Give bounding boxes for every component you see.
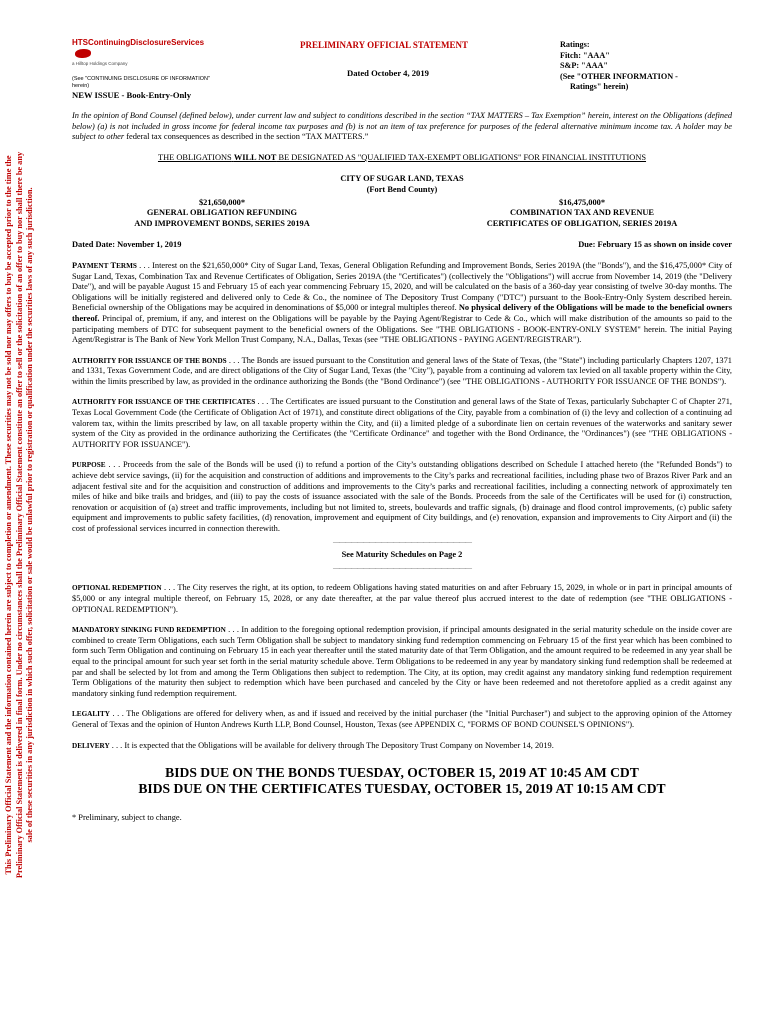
optional-redemption-heading: OPTIONAL REDEMPTION	[72, 584, 162, 593]
issuer-name: CITY OF SUGAR LAND, TEXAS	[340, 174, 464, 184]
certificates-title-line: COMBINATION TAX AND REVENUE	[509, 208, 654, 218]
logo-mark-icon	[75, 49, 91, 58]
purpose-text: . . . Proceeds from the sale of the Bonds will be used (i) to refund a portion of the City’s outstanding obligations described on Schedule I attached hereto (the "Refunded Bonds") to achieve debt service savings, (ii) for the acquisition and construction of additions and improvements to the City’s parks and recreational facilities, including phase two of Brazos River Park and an adjacent festival site and for the acquisition and construction of additions and improvements to the City’s parks and recreational facilities, including a connecting network of approximately ten miles of hike and bike trails and bridges, and (iii) to pay the costs of issuance associated with the sale of the Bonds. Proceeds from the sale of the Certificates will be used for (i) construction, renovation or acquisition of (a) street and traffic improvements, including but not limited to, streets, boulevards and traffic signals, (b) drainage and flood control improvements, (c) public safety equipment and improvements to public safety facilities, (d) renovation, improvement and equipment of City buildings, and (e) renovation, expansion and improvements to City Airport and (ii) the cost of professional services incurred in connection therewith.	[72, 460, 732, 533]
optional-redemption-paragraph	[72, 583, 732, 615]
heading-rest: AYMENT	[77, 261, 109, 270]
dated-date: Dated Date: November 1, 2019	[72, 240, 182, 250]
ratings-see: (See "OTHER INFORMATION -	[560, 71, 678, 81]
legality-text: . . . The Obligations are offered for delivery when, as and if issued and received by the initial purchaser (the "Initial Purchaser") and subject to the approving opinion of the Attorney General of Texas and the opinion of Hunton Andrews Kurth LLP, Bond Counsel, Houston, Texas (see APPENDIX C, "FORMS OF BOND COUNSEL'S OPINIONS").	[72, 709, 732, 729]
dates-row	[72, 240, 732, 251]
ratings-fitch: Fitch: "AAA"	[560, 50, 610, 60]
cover-header	[72, 28, 732, 103]
certificates-series	[432, 198, 732, 230]
side-disclaimer-line: Preliminary Official Statement is delivered in final form. Under no circumstances shall the Preliminary Official Statement constitute an offer to sell or the solicitation of an offer to buy nor shall there be any	[14, 151, 24, 879]
authority-certificates-paragraph	[72, 397, 732, 450]
certificates-amount: $16,475,000*	[558, 197, 606, 207]
side-disclaimer-line: This Preliminary Official Statement and the information contained herein are subject to completion or amendment. These securities may not be sold nor may offers to buy be accepted prior to the time the	[4, 155, 13, 875]
new-issue-label: NEW ISSUE - Book-Entry-Only	[72, 90, 191, 100]
hts-logo	[72, 38, 222, 90]
heading-initial: P	[72, 260, 78, 270]
issuer-county: (Fort Bend County)	[366, 184, 438, 194]
heading-rest: ERMS	[116, 261, 137, 270]
divider: ———————————————————————	[333, 563, 471, 572]
legality-heading: LEGALITY	[72, 710, 110, 719]
payment-terms-heading	[72, 261, 137, 270]
authority-bonds-text: . . . The Bonds are issued pursuant to the Constitution and general laws of the State of Texas, (the "State") including particularly Chapters 1207, 1371 and 1331, Texas Government Code, and are direct obligations of the City of Sugar Land, Texas (the "City"), payable from a continuing ad valorem tax levied on all taxable property within the City, within the limits prescribed by law, as provided in the ordinance authorizing the Bonds (the "Bond Ordinance") (see "THE OBLIGATIONS - AUTHORITY FOR ISSUANCE OF THE BONDS").	[72, 355, 732, 386]
certificates-title-line: CERTIFICATES OF OBLIGATION, SERIES 2019A	[486, 218, 678, 228]
authority-certificates-text: . . . The Certificates are issued pursuant to the Constitution and general laws of the State of Texas, particularly Subchapter C of Chapter 271, Texas Local Government Code (the Certificate of Obligation Act of 1971), and constitute direct obligations of the City, payable from a combination of (i) the levy and collection of a continuing ad valorem tax, within the limits prescribed by law, on all taxable property within the City, and (ii) a limited pledge of a subordinate lien on certain revenues of the waterworks and sanitary sewer system of the City as provided in the ordinance authorizing the Certificates (the "Certificate Ordinance" and together with the Bond Ordinance, the "Ordinances") (see "THE OBLIGATIONS - AUTHORITY FOR ISSUANCE").	[72, 397, 732, 449]
designated-pre: THE OBLIGATIONS	[157, 152, 232, 162]
authority-bonds-paragraph	[72, 356, 732, 388]
series-columns	[72, 198, 732, 230]
delivery-text: . . . It is expected that the Obligations will be available for delivery through The Depository Trust Company on November 14, 2019.	[109, 740, 554, 750]
side-disclaimer-line: sale of these securities in any jurisdiction in which such offer, solicitation or sale would be unlawful prior to registration or qualification under the securities laws of any such jurisdiction.	[25, 187, 34, 843]
payment-terms-text: . . . Interest on the $21,650,000* City of Sugar Land, Texas, General Obligation Refunding and Improvement Bonds, Series 2019A (the "Bonds"), and the $16,475,000* City of Sugar Land, Texas, Combination Tax and Revenue Certificates of Obligation, Series 2019A (the "Certificates") (collectively the "Obligations") will accrue from November 14, 2019 (the "Delivery Date"), and will be payable August 15 and February 15 of each year commencing February 15, 2020, and will be calculated on the basis of a 360-day year consisting of twelve 30-day months. The Obligations will be initially registered and delivered only to Cede & Co., the nominee of The Depository Trust Company ("DTC") pursuant to the Book-Entry-Only System described herein. Beneficial ownership of the Obligations may be acquired in denominations of $5,000 or integral multiples thereof.	[72, 260, 732, 313]
bonds-series	[72, 198, 372, 230]
document-title: PRELIMINARY OFFICIAL STATEMENT	[300, 40, 469, 50]
maturity-schedules-note: See Maturity Schedules on Page 2	[341, 550, 463, 560]
footnote: * Preliminary, subject to change.	[72, 813, 182, 823]
document-page	[72, 28, 732, 824]
qualified-tax-exempt-notice	[72, 153, 732, 164]
tax-opinion-italic: In the opinion of Bond Counsel (defined below), under current law and subject to conditions described in the section “TAX MATTERS – Tax Exemption” herein, interest on the Obligations (defined below) (a) is not included in gross income for federal income tax purposes and (b) is not an item of tax preference for purposes of the federal alternative minimum income tax. A holder may be subject to other	[72, 111, 732, 142]
authority-bonds-heading: AUTHORITY FOR ISSUANCE OF THE BONDS	[72, 356, 227, 365]
designated-post: BE DESIGNATED AS "QUALIFIED TAX-EXEMPT OBLIGATIONS" FOR FINANCIAL INSTITUTIONS	[278, 152, 647, 162]
heading-initial: T	[110, 260, 117, 270]
ratings-label: Ratings:	[560, 40, 590, 49]
payment-terms-bold: No physical delivery of the Obligations will be made to the beneficial owners thereof.	[72, 303, 732, 323]
issuer-block	[72, 174, 732, 195]
payment-terms-text: Principal of, premium, if any, and interest on the Obligations will be payable by the Paying Agent/Registrar to Cede & Co., which will make distribution of the amounts so paid to the participating members of DTC for subsequent payment to the beneficial owners of the Obligations. See "THE OBLIGATIONS - BOOK-ENTRY-ONLY SYSTEM" herein. The initial Paying Agent/Registrar is The Bank of New York Mellon Trust Company, N.A., Dallas, Texas (see "THE OBLIGATIONS - PAYING AGENT/REGISTRAR").	[72, 313, 732, 345]
delivery-paragraph	[72, 741, 732, 752]
divider: ———————————————————————	[333, 537, 471, 546]
bonds-title-line: GENERAL OBLIGATION REFUNDING	[146, 208, 298, 218]
bids-due-bonds: BIDS DUE ON THE BONDS TUESDAY, OCTOBER 15, 2019 AT 10:45 AM CDT	[165, 765, 639, 781]
logo-tagline: a Hilltop Holdings Company	[72, 61, 128, 67]
authority-certificates-heading: AUTHORITY FOR ISSUANCE OF THE CERTIFICATES	[72, 398, 256, 407]
ratings-sp: S&P: "AAA"	[560, 61, 608, 70]
side-disclaimer	[4, 10, 76, 1020]
optional-redemption-text: . . . The City reserves the right, at its option, to redeem Obligations having stated maturities on and after February 15, 2029, in whole or in part in principal amounts of $5,000 or any integral multiple thereof, on February 15, 2028, or any date thereafter, at the par value thereof plus accrued interest to the date of redemption (see "THE OBLIGATIONS - OPTIONAL REDEMPTION").	[72, 583, 732, 614]
logo-name: HTSContinuingDisclosureServices	[72, 38, 205, 47]
mandatory-redemption-text: . . . In addition to the foregoing optional redemption provision, if principal amounts designated in the serial maturity schedule on the inside cover are combined to create Term Obligations, each such Term Obligation shall be subject to mandatory sinking fund redemption commencing on February 15 of the first year which has been combined to form such Term Obligation and continuing on February 15 in each year thereafter until the stated maturity date of that Term Obligation, and the amount required to be redeemed in any year shall be equal to the principal amount for such year set forth in the serial maturity schedule above. Term Obligations to be redeemed in any year by mandatory sinking fund redemption shall be redeemed at par and shall be selected by lot from and among the Term Obligations then subject to redemption. The City, at its option, may credit against any mandatory sinking fund redemption requirement Term Obligations of the maturity then subject to redemption which have been purchased and canceled by the City or have been redeemed and not theretofore applied as a credit against any mandatory sinking fund redemption requirement.	[72, 625, 732, 698]
due-date: Due: February 15 as shown on inside cover	[578, 240, 732, 250]
logo-note: (See "CONTINUING DISCLOSURE OF INFORMATION" herein)	[72, 75, 210, 89]
purpose-heading: PURPOSE	[72, 461, 106, 470]
ratings-block	[560, 40, 678, 93]
bonds-title-line: AND IMPROVEMENT BONDS, SERIES 2019A	[134, 218, 310, 228]
delivery-heading: DELIVERY	[72, 741, 110, 750]
mandatory-redemption-paragraph	[72, 625, 732, 699]
bonds-amount: $21,650,000*	[198, 197, 246, 207]
designated-bold: WILL NOT	[233, 152, 277, 162]
tax-opinion	[72, 111, 732, 143]
legality-paragraph	[72, 709, 732, 730]
document-date: Dated October 4, 2019	[347, 68, 429, 78]
mandatory-redemption-heading: MANDATORY SINKING FUND REDEMPTION	[72, 626, 226, 635]
payment-terms-paragraph	[72, 261, 732, 346]
purpose-paragraph	[72, 460, 732, 534]
ratings-see-cont: Ratings" herein)	[570, 82, 629, 91]
bids-due-block	[72, 765, 732, 797]
tax-opinion-rest: federal tax consequences as described in the section “TAX MATTERS.”	[126, 132, 369, 142]
bids-due-certificates: BIDS DUE ON THE CERTIFICATES TUESDAY, OCTOBER 15, 2019 AT 10:15 AM CDT	[138, 781, 666, 797]
